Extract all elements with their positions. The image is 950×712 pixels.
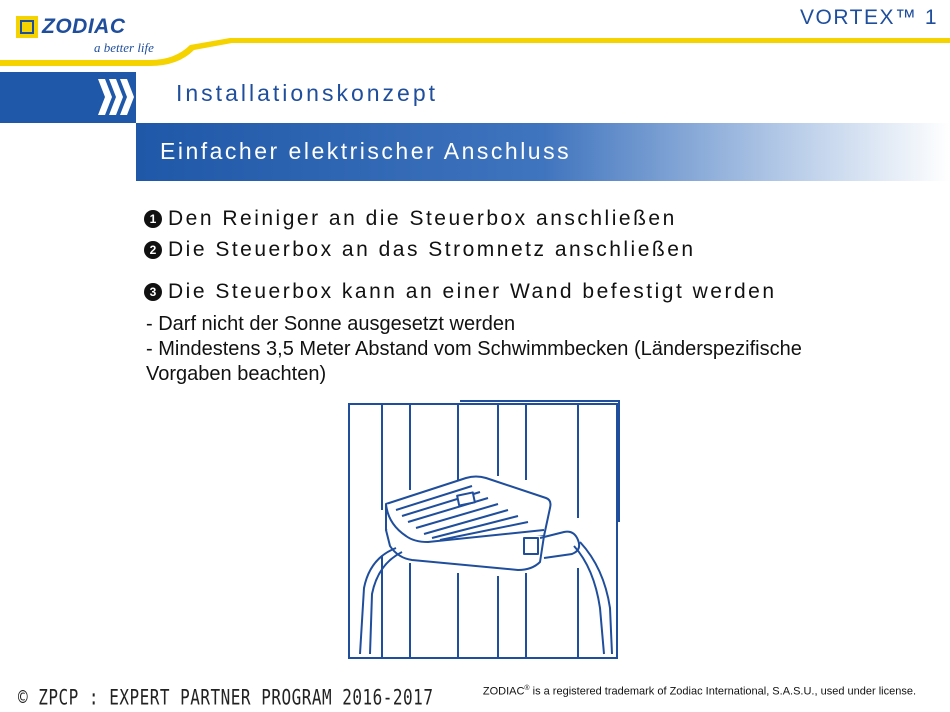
bullet-item xyxy=(144,207,677,231)
slide-title-bar xyxy=(136,123,950,181)
bullet-item xyxy=(144,280,777,304)
footer-program: © ZPCP : EXPERT PARTNER PROGRAM 2016-2017 xyxy=(18,684,434,710)
trademark-brand: ZODIAC xyxy=(482,685,525,698)
product-title: VORTEX™ 1 xyxy=(800,6,938,29)
sub-item: - Darf nicht der Sonne ausgesetzt werden xyxy=(146,313,516,335)
logo-brand: ZODIAC xyxy=(42,15,126,38)
bullet-item xyxy=(144,238,696,262)
zodiac-logo-icon xyxy=(16,16,38,38)
footer-trademark: ZODIAC® is a registered trademark of Zodiac International, S.A.S.U., used under license. xyxy=(482,685,916,698)
sub-item: Vorgaben beachten) xyxy=(146,363,327,385)
sub-item: - Mindestens 3,5 Meter Abstand vom Schwimmbecken (Länderspezifische xyxy=(146,338,802,360)
logo-tagline: a better life xyxy=(94,40,154,55)
slide-title: Einfacher elektrischer Anschluss xyxy=(160,138,572,164)
section-title: Installationskonzept xyxy=(176,80,439,106)
control-box-on-wall-illustration xyxy=(348,398,621,660)
bullet-number-1: 1 xyxy=(144,210,162,228)
bullet-number-3: 3 xyxy=(144,283,162,301)
bullet-text: Den Reiniger an die Steuerbox anschließen xyxy=(168,207,677,230)
bullet-number-2: 2 xyxy=(144,241,162,259)
zodiac-logo xyxy=(16,16,162,56)
trademark-text: is a registered trademark of Zodiac International, S.A.S.U., used under license. xyxy=(529,685,916,698)
bullet-text: Die Steuerbox kann an einer Wand befestigt werden xyxy=(168,280,777,303)
triple-chevron-icon xyxy=(96,76,136,118)
bullet-text: Die Steuerbox an das Stromnetz anschließen xyxy=(168,238,696,261)
